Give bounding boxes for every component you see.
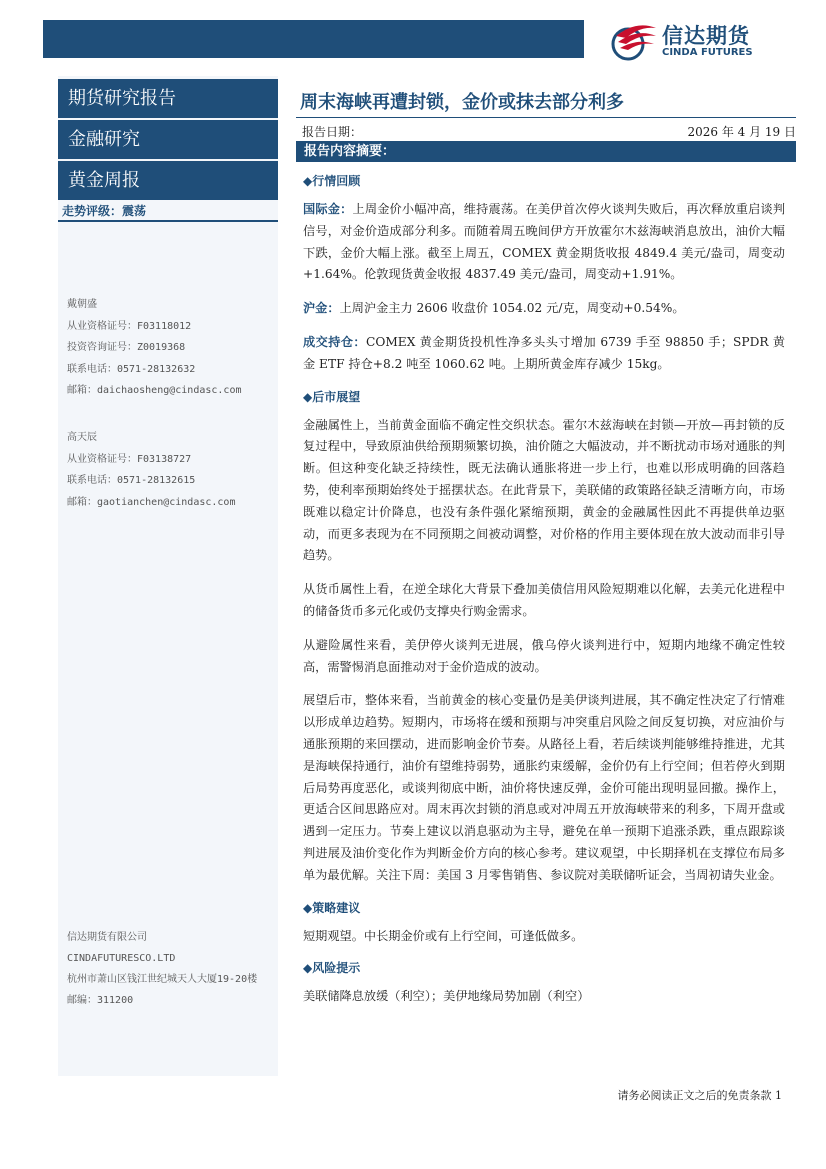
company-postcode: 邮编：311200 [67,995,134,1006]
title-divider [296,117,796,118]
paragraph-outlook-summary: 展望后市，整体来看，当前黄金的核心变量仍是美伊谈判进展，其不确定性决定了行情难以形成单边趋势。短期内，市场将在缓和预期与冲突重启风险之间反复切换，对应油价与通胀预期的来回摆动，进而影响金价节奏。从路径上看，若后续谈判能够维持推进，尤其是海峡保持通行，油价有望维持弱势，通胀约束缓解，金价仍有上行空间；但若停火到期后局势再度恶化，或谈判彻底中断，油价将快速反弹，金价可能出现明显回撤。操作上，更适合区间思路应对。周末再次封锁的消息或对冲周五开放海峡带来的利多，下周开盘或遇到一定压力。节奏上建议以消息驱动为主导，避免在单一预期下追涨杀跌，重点跟踪谈判进展及油价变化作为判断金价方向的核心参考。建议观望，中长期择机在支撑位布局多单为最优解。关注下周：美国 3 月零售销售、参议院对美联储听证会，当周初请失业金。 [303,693,785,882]
paragraph-positions: 成交持仓：COMEX 黄金期货投机性净多头头寸增加 6739 手至 98850 手；SPDR 黄金 ETF 持仓+8.2 吨至 1060.62 吨。上期所黄金库存减少 15kg。 [303,334,785,371]
company-name: 信达期货有限公司 [67,932,147,943]
report-date-label: 报告日期： [302,125,363,139]
analyst-phone: 联系电话：0571-28132615 [67,475,196,486]
analyst-email: 邮箱：daichaosheng@cindasc.com [67,385,242,396]
report-title: 周末海峡再遭封锁，金价或抹去部分利多 [300,92,624,113]
header-bar [43,20,584,58]
section-title-outlook: ◆后市展望 [303,389,361,404]
paragraph-strategy: 短期观望。中长期金价或有上行空间，可逢低做多。 [303,928,584,943]
analyst-license: 从业资格证号：F03118012 [67,320,192,332]
sidebar-block-report-name: 黄金周报 [58,161,278,200]
analyst-advisor-license: 投资咨询证号：Z0019368 [67,342,186,353]
cinda-logo [604,16,794,66]
section-title-market-review: ◆行情回顾 [303,174,361,188]
trend-rating [62,202,146,219]
summary-heading: 报告内容摘要： [296,141,796,162]
paragraph-shanghai-gold: 沪金：上周沪金主力 2606 收盘价 1054.02 元/克，周变动+0.54%。 [303,301,685,316]
sidebar-block-report-type: 期货研究报告 [58,79,278,118]
analyst-info-2 [67,427,235,513]
paragraph-financial-attribute: 金融属性上，当前黄金面临不确定性交织状态。霍尔木兹海峡在封锁—开放—再封锁的反复过程中，导致原油供给预期频繁切换，油价随之大幅波动，并不断扰动市场对通胀的判断。但这种变化缺乏持续性，既无法确认通胀将进一步上行，也难以形成明确的回落趋势，使利率预期始终处于摇摆状态。在此背景下，美联储的政策路径缺乏清晰方向，市场既难以稳定计价降息，也没有条件强化紧缩预期，黄金的金融属性因此不再提供单边驱动，而更多表现为在不同预期之间被动调整，对价格的作用主要体现在放大波动而非引导趋势。 [303,417,785,563]
report-content [303,172,785,1020]
paragraph-international-gold: 国际金：上周金价小幅冲高，维持震荡。在美伊首次停火谈判失败后，再次释放重启谈判信号，对金价造成部分利多。而随着周五晚间伊方开放霍尔木兹海峡消息放出，油价大幅下跌，金价大幅上涨。截至上周五，COMEX 黄金期货收报 4849.4 美元/盎司，周变动+1.64%。伦敦现货黄金收报 4837.49 美元/盎司，周变动+1.91%。 [303,202,786,282]
section-title-risk: ◆风险提示 [303,961,361,976]
report-date: 2026 年 4 月 19 日 [687,125,796,139]
company-website[interactable]: CINDAFUTURESCO.LTD [67,953,176,964]
analyst-email: 邮箱：gaotianchen@cindasc.com [67,496,236,508]
analyst-name: 戴朝盛 [67,299,97,310]
paragraph-safe-haven-attribute: 从避险属性来看，美伊停火谈判无进展，俄乌停火谈判进行中，短期内地缘不确定性较高，需警惕消息面推动对于金价造成的波动。 [303,637,785,674]
analyst-phone: 联系电话：0571-28132632 [67,363,196,375]
sidebar [58,76,278,1076]
analyst-name: 高天辰 [67,432,97,443]
trend-rating-label: 走势评级： [62,204,123,218]
company-address: 杭州市萧山区钱江世纪城天人大厦19-20楼 [67,974,258,985]
sidebar-block-category: 金融研究 [58,120,278,159]
logo-text-cn: 信达期货 [662,24,750,48]
section-title-strategy: ◆策略建议 [303,900,361,915]
trend-rating-value: 震荡 [122,204,147,218]
logo-text-en: CINDA FUTURES [662,47,753,58]
footer-disclaimer[interactable]: 请务必阅读正文之后的免责条款 1 [617,1089,782,1102]
cinda-logo-icon [606,18,658,62]
analyst-license: 从业资格证号：F03138727 [67,453,192,465]
paragraph-monetary-attribute: 从货币属性上看，在逆全球化大背景下叠加美债信用风险短期难以化解，去美元化进程中的储备货币多元化或仍支撑央行购金需求。 [303,582,785,618]
paragraph-risk: 美联储降息放缓（利空）；美伊地缘局势加剧（利空） [303,989,590,1004]
company-info [67,927,257,1011]
analyst-info-1 [67,294,242,402]
rating-divider [58,220,278,222]
